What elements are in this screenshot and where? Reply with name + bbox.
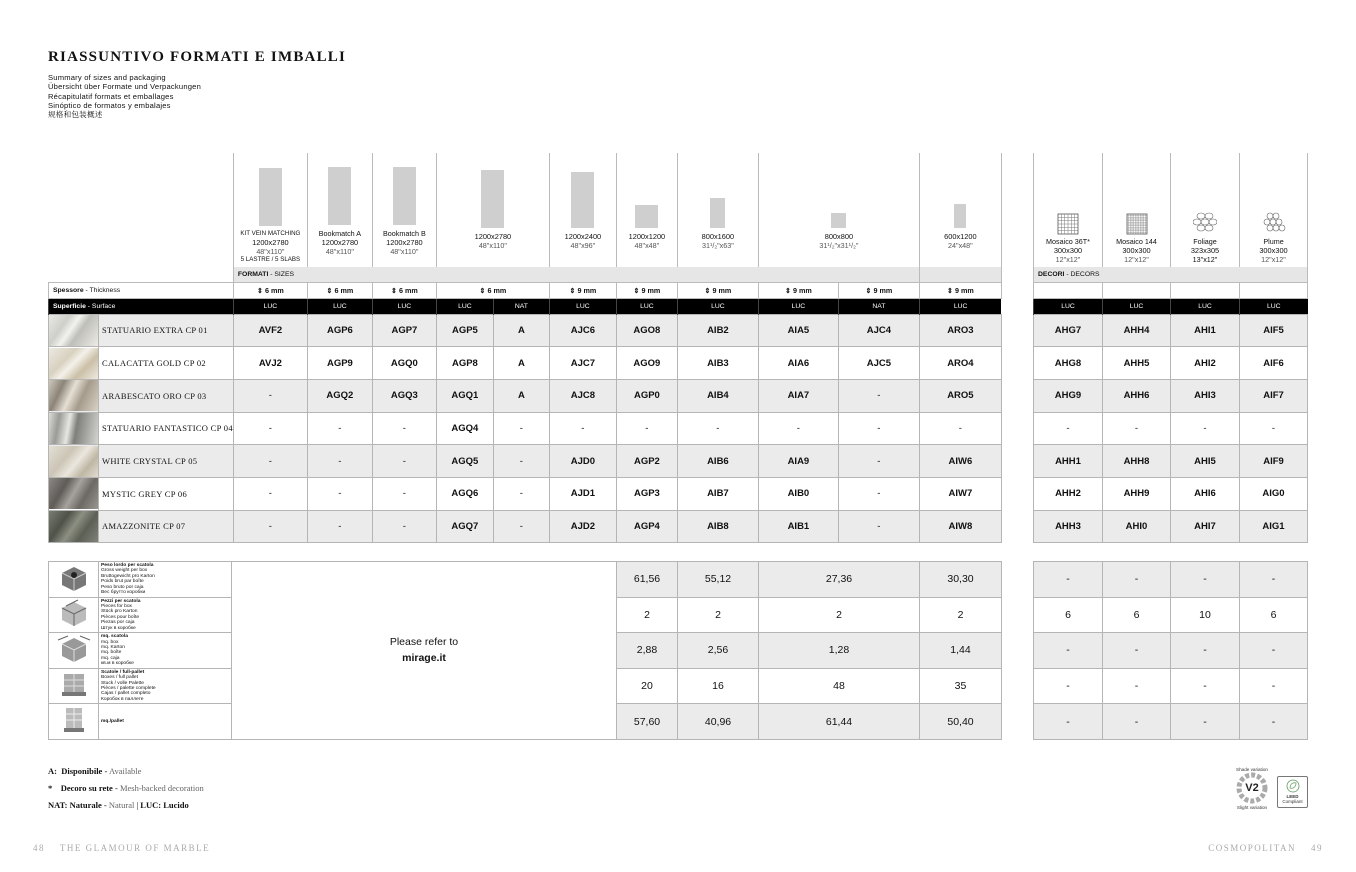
format-header: 1200x2400 48"x96"	[549, 153, 616, 267]
packaging-value: 27,36	[759, 562, 920, 598]
formati-label: FORMATI - SIZES	[233, 267, 919, 282]
refer-note: Please refer to mirage.it	[232, 562, 617, 740]
surface-row: Superficie - Surface LUC LUC LUC LUC NAT LUC LUC LUC LUC NAT LUC	[49, 298, 1002, 314]
packaging-value: 2	[759, 597, 920, 633]
decor-packaging-row	[1034, 562, 1308, 598]
product-code: AGQ5	[436, 445, 493, 478]
packaging-value: 40,96	[678, 704, 759, 740]
product-code: AJC6	[549, 314, 616, 347]
marble-thumbnail	[49, 314, 99, 347]
product-code: -	[838, 379, 919, 412]
product-code: AVF2	[233, 314, 307, 347]
product-code: AJC7	[549, 347, 616, 380]
packaging-icon	[49, 633, 99, 669]
decor-header: Mosaico 144 300x300 12"x12"	[1103, 153, 1171, 267]
product-code: AGO8	[616, 314, 677, 347]
decor-packaging-value: -	[1171, 704, 1240, 740]
packaging-icon	[49, 597, 99, 633]
product-code: AIW8	[919, 510, 1001, 543]
packaging-value: 55,12	[678, 562, 759, 598]
decor-packaging-value: -	[1103, 562, 1171, 598]
decor-code: AHH4	[1103, 314, 1171, 347]
packaging-row	[49, 562, 1002, 598]
packaging-value: 35	[920, 668, 1002, 704]
product-name: WHITE CRYSTAL CP 05	[99, 445, 234, 478]
format-header: 800x800 31¹/₂"x31¹/₂"	[758, 153, 919, 267]
decor-packaging-value: 6	[1103, 597, 1171, 633]
decor-row	[1034, 477, 1308, 510]
decor-code: -	[1171, 412, 1240, 445]
format-header: 1200x1200 48"x48"	[616, 153, 677, 267]
legend-available: A: Disponibile - Available	[48, 766, 142, 776]
packaging-value: 2	[920, 597, 1002, 633]
packaging-label: Peso lordo per scatola Gross weight per box Bruttogewicht pro Karton Poids brut par boîte Peso bruto por caja Вес брутто коробки	[99, 562, 232, 598]
decor-packaging-value: -	[1103, 668, 1171, 704]
product-row	[49, 379, 1002, 412]
packaging-value: 2	[617, 597, 678, 633]
decor-code: AHH8	[1103, 445, 1171, 478]
packaging-value: 1,28	[759, 633, 920, 669]
decor-row	[1034, 379, 1308, 412]
decor-header: Foliage 323x305 13"x12"	[1171, 153, 1240, 267]
product-code: AGQ0	[372, 347, 436, 380]
slab-shape-icon	[571, 172, 594, 228]
subtitle-de: Übersicht über Formate und Verpackungen	[48, 82, 202, 92]
decor-row	[1034, 347, 1308, 380]
product-code: AGO9	[616, 347, 677, 380]
decor-code: AHG7	[1034, 314, 1103, 347]
slab-shape-icon	[481, 170, 504, 228]
product-code: AIA7	[758, 379, 838, 412]
footer-right: COSMOPOLITAN 49	[1208, 843, 1323, 853]
product-code: ARO3	[919, 314, 1001, 347]
product-row	[49, 347, 1002, 380]
subtitle-list	[48, 73, 201, 119]
product-code: -	[233, 445, 307, 478]
decor-packaging-row	[1034, 704, 1308, 740]
product-code: -	[919, 412, 1001, 445]
leed-badge: LEED Compliant	[1277, 776, 1308, 808]
decor-code: AHH1	[1034, 445, 1103, 478]
product-code: AIW6	[919, 445, 1001, 478]
decor-packaging-row	[1034, 668, 1308, 704]
surface-label: Superficie - Surface	[49, 298, 234, 314]
decor-packaging-value: -	[1103, 633, 1171, 669]
product-row	[49, 510, 1002, 543]
decor-packaging-value: -	[1034, 704, 1103, 740]
product-code: -	[493, 445, 549, 478]
shade-variation-badge: Shade variation V2 Slight variation	[1236, 767, 1268, 810]
decor-row	[1034, 510, 1308, 543]
footer-left: 48 THE GLAMOUR OF MARBLE	[33, 843, 211, 853]
decor-code: AHI2	[1171, 347, 1240, 380]
subtitle-zh: 规格和包装概述	[48, 110, 103, 120]
product-code: AGP0	[616, 379, 677, 412]
product-code: AIB3	[677, 347, 758, 380]
decor-code: AHH9	[1103, 477, 1171, 510]
subtitle-es: Sinóptico de formatos y embalajes	[48, 100, 171, 110]
legend-surface: NAT: Naturale - Natural | LUC: Lucido	[48, 800, 189, 810]
product-code: AIB6	[677, 445, 758, 478]
decor-code: AIG0	[1240, 477, 1308, 510]
product-code: AGP4	[616, 510, 677, 543]
product-code: AIB1	[758, 510, 838, 543]
decori-label: DECORI - DECORS	[1034, 267, 1308, 282]
decor-code: -	[1103, 412, 1171, 445]
legend-mesh: * Decoro su rete - Mesh-backed decoration	[48, 783, 204, 793]
decor-packaging-value: -	[1240, 562, 1308, 598]
decor-code: AIF6	[1240, 347, 1308, 380]
product-code: -	[233, 412, 307, 445]
packaging-icon	[49, 668, 99, 704]
product-code: -	[307, 445, 372, 478]
decor-row	[1034, 445, 1308, 478]
decor-code: AHI6	[1171, 477, 1240, 510]
product-code: AIB0	[758, 477, 838, 510]
format-header: Bookmatch A 1200x2780 48"x110"	[307, 153, 372, 267]
packaging-table	[48, 561, 1002, 740]
product-name: AMAZZONITE CP 07	[99, 510, 234, 543]
product-code: ARO5	[919, 379, 1001, 412]
product-row	[49, 445, 1002, 478]
thickness-label: Spessore - Thickness	[49, 282, 234, 298]
product-code: AIA5	[758, 314, 838, 347]
decor-packaging-value: -	[1103, 704, 1171, 740]
product-code: AGQ7	[436, 510, 493, 543]
marble-thumbnail	[49, 412, 99, 445]
foliage-pattern-icon	[1193, 211, 1217, 235]
product-code: -	[307, 412, 372, 445]
format-header: 1200x2780 48"x110"	[436, 153, 549, 267]
product-code: A	[493, 347, 549, 380]
packaging-value: 61,56	[617, 562, 678, 598]
product-code: AGQ6	[436, 477, 493, 510]
decor-code: AIG1	[1240, 510, 1308, 543]
decor-surface-row: LUC LUC LUC LUC	[1034, 298, 1308, 314]
decor-packaging-value: 10	[1171, 597, 1240, 633]
product-code: AGP7	[372, 314, 436, 347]
decor-packaging-value: 6	[1034, 597, 1103, 633]
format-header: KIT VEIN MATCHING 1200x2780 48"x110" 5 LASTRE / 5 SLABS	[233, 153, 307, 267]
decor-packaging-value: -	[1240, 633, 1308, 669]
subtitle-en: Summary of sizes and packaging	[48, 73, 166, 82]
tile-shape-icon	[831, 213, 846, 228]
format-header: 800x1600 31¹/₂"x63"	[677, 153, 758, 267]
product-code: AGQ1	[436, 379, 493, 412]
decor-packaging-value: -	[1240, 668, 1308, 704]
product-name: STATUARIO FANTASTICO CP 04	[99, 412, 234, 445]
product-code: -	[372, 510, 436, 543]
formats-table	[48, 153, 1002, 543]
product-code: AIB7	[677, 477, 758, 510]
decor-code: -	[1034, 412, 1103, 445]
marble-thumbnail	[49, 445, 99, 478]
product-code: -	[233, 477, 307, 510]
marble-thumbnail	[49, 477, 99, 510]
leaf-icon	[1286, 779, 1300, 793]
product-name: CALACATTA GOLD CP 02	[99, 347, 234, 380]
slab-shape-icon	[328, 167, 351, 225]
decor-row	[1034, 314, 1308, 347]
decor-code: AIF5	[1240, 314, 1308, 347]
decor-code: AHI5	[1171, 445, 1240, 478]
packaging-value: 2	[678, 597, 759, 633]
product-code: AGP5	[436, 314, 493, 347]
decor-code: AHI3	[1171, 379, 1240, 412]
product-code: AJC5	[838, 347, 919, 380]
packaging-value: 57,60	[617, 704, 678, 740]
packaging-label: Scatole / full-pallet Boxes / full pallet Stuck / volle Palette Pièces / palette complete Cajas / pallet completo Коробок в паллете	[99, 668, 232, 704]
decor-packaging-value: -	[1171, 633, 1240, 669]
decor-packaging-value: -	[1034, 633, 1103, 669]
decor-code: AHH5	[1103, 347, 1171, 380]
format-header: Bookmatch B 1200x2780 48"x110"	[372, 153, 436, 267]
decor-packaging-row	[1034, 633, 1308, 669]
product-code: -	[307, 510, 372, 543]
thickness-row: Spessore - Thickness ⇕ 6 mm ⇕ 6 mm ⇕ 6 mm ⇕ 6 mm ⇕ 9 mm ⇕ 9 mm ⇕ 9 mm ⇕ 9 mm ⇕ 9 mm ⇕ 9 mm	[49, 282, 1002, 298]
decor-code: AHH3	[1034, 510, 1103, 543]
product-code: AVJ2	[233, 347, 307, 380]
tile-shape-icon	[635, 205, 658, 228]
decor-packaging-value: -	[1171, 668, 1240, 704]
packaging-value: 2,56	[678, 633, 759, 669]
product-code: AIA9	[758, 445, 838, 478]
product-code: AGP2	[616, 445, 677, 478]
mosaic-grid-icon	[1057, 213, 1079, 235]
packaging-label: Pezzi per scatola Pieces for box Stück pro Karton Pièces pour boîte Piezas por caja Штук в коробке	[99, 597, 232, 633]
decor-packaging-value: -	[1034, 668, 1103, 704]
decor-packaging-value: -	[1240, 704, 1308, 740]
packaging-value: 16	[678, 668, 759, 704]
product-code: AIB8	[677, 510, 758, 543]
decor-code: AHH6	[1103, 379, 1171, 412]
page-title: RIASSUNTIVO FORMATI E IMBALLI	[48, 49, 347, 65]
decor-packaging-row	[1034, 597, 1308, 633]
slab-shape-icon	[393, 167, 416, 225]
decor-code: AHI0	[1103, 510, 1171, 543]
product-code: AIA6	[758, 347, 838, 380]
product-code: -	[758, 412, 838, 445]
packaging-value: 2,88	[617, 633, 678, 669]
product-name: MYSTIC GREY CP 06	[99, 477, 234, 510]
product-code: -	[307, 477, 372, 510]
product-code: AGQ2	[307, 379, 372, 412]
subtitle-fr: Récapitulatif formats et emballages	[48, 91, 174, 101]
packaging-icon	[49, 562, 99, 598]
product-code: AGP9	[307, 347, 372, 380]
decor-code: -	[1240, 412, 1308, 445]
packaging-value: 1,44	[920, 633, 1002, 669]
product-name: STATUARIO EXTRA CP 01	[99, 314, 234, 347]
packaging-value: 61,44	[759, 704, 920, 740]
decor-code: AHG9	[1034, 379, 1103, 412]
product-code: AGP8	[436, 347, 493, 380]
product-code: -	[549, 412, 616, 445]
plume-pattern-icon	[1262, 211, 1286, 235]
marble-thumbnail	[49, 379, 99, 412]
product-code: -	[372, 412, 436, 445]
decor-code: AHI1	[1171, 314, 1240, 347]
product-name: ARABESCATO ORO CP 03	[99, 379, 234, 412]
product-code: AGP6	[307, 314, 372, 347]
packaging-label: mq. scatola mq. box mq. Karton mq. boîte mq. caja кв.м в коробке	[99, 633, 232, 669]
product-code: -	[493, 510, 549, 543]
product-code: -	[838, 412, 919, 445]
decor-code: AHI7	[1171, 510, 1240, 543]
format-header: 600x1200 24"x48"	[919, 153, 1001, 267]
decor-code: AHH2	[1034, 477, 1103, 510]
product-code: AGQ4	[436, 412, 493, 445]
product-code: ARO4	[919, 347, 1001, 380]
product-code: -	[616, 412, 677, 445]
product-code: -	[233, 510, 307, 543]
decor-packaging-value: -	[1171, 562, 1240, 598]
product-code: -	[838, 510, 919, 543]
product-code: AIB2	[677, 314, 758, 347]
packaging-icon	[49, 704, 99, 740]
product-code: AJD0	[549, 445, 616, 478]
product-code: -	[372, 477, 436, 510]
decors-table	[1033, 153, 1308, 543]
product-code: -	[677, 412, 758, 445]
product-code: AGP3	[616, 477, 677, 510]
product-code: -	[233, 379, 307, 412]
decor-packaging-value: -	[1034, 562, 1103, 598]
marble-thumbnail	[49, 347, 99, 380]
mosaic-grid-icon	[1126, 213, 1148, 235]
decor-code: AIF7	[1240, 379, 1308, 412]
product-row	[49, 314, 1002, 347]
slab-shape-icon	[259, 168, 282, 226]
decor-row	[1034, 412, 1308, 445]
tile-shape-icon	[954, 204, 966, 228]
product-code: AJD1	[549, 477, 616, 510]
packaging-label: mq./pallet	[99, 704, 232, 740]
marble-thumbnail	[49, 510, 99, 543]
product-code: AJC4	[838, 314, 919, 347]
product-code: AJC8	[549, 379, 616, 412]
decor-packaging-table	[1033, 561, 1308, 740]
product-code: A	[493, 379, 549, 412]
product-code: -	[372, 445, 436, 478]
product-code: AGQ3	[372, 379, 436, 412]
packaging-value: 50,40	[920, 704, 1002, 740]
tile-shape-icon	[710, 198, 725, 228]
packaging-value: 20	[617, 668, 678, 704]
product-row	[49, 477, 1002, 510]
packaging-value: 30,30	[920, 562, 1002, 598]
product-code: -	[838, 445, 919, 478]
product-code: -	[838, 477, 919, 510]
decor-header: Mosaico 36T* 300x300 12"x12"	[1034, 153, 1103, 267]
product-code: -	[493, 477, 549, 510]
product-code: A	[493, 314, 549, 347]
product-row	[49, 412, 1002, 445]
product-code: AJD2	[549, 510, 616, 543]
decor-packaging-value: 6	[1240, 597, 1308, 633]
product-code: AIW7	[919, 477, 1001, 510]
product-code: AIB4	[677, 379, 758, 412]
decor-code: AIF9	[1240, 445, 1308, 478]
decor-code: AHG8	[1034, 347, 1103, 380]
decor-header: Plume 300x300 12"x12"	[1240, 153, 1308, 267]
product-code: -	[493, 412, 549, 445]
packaging-value: 48	[759, 668, 920, 704]
